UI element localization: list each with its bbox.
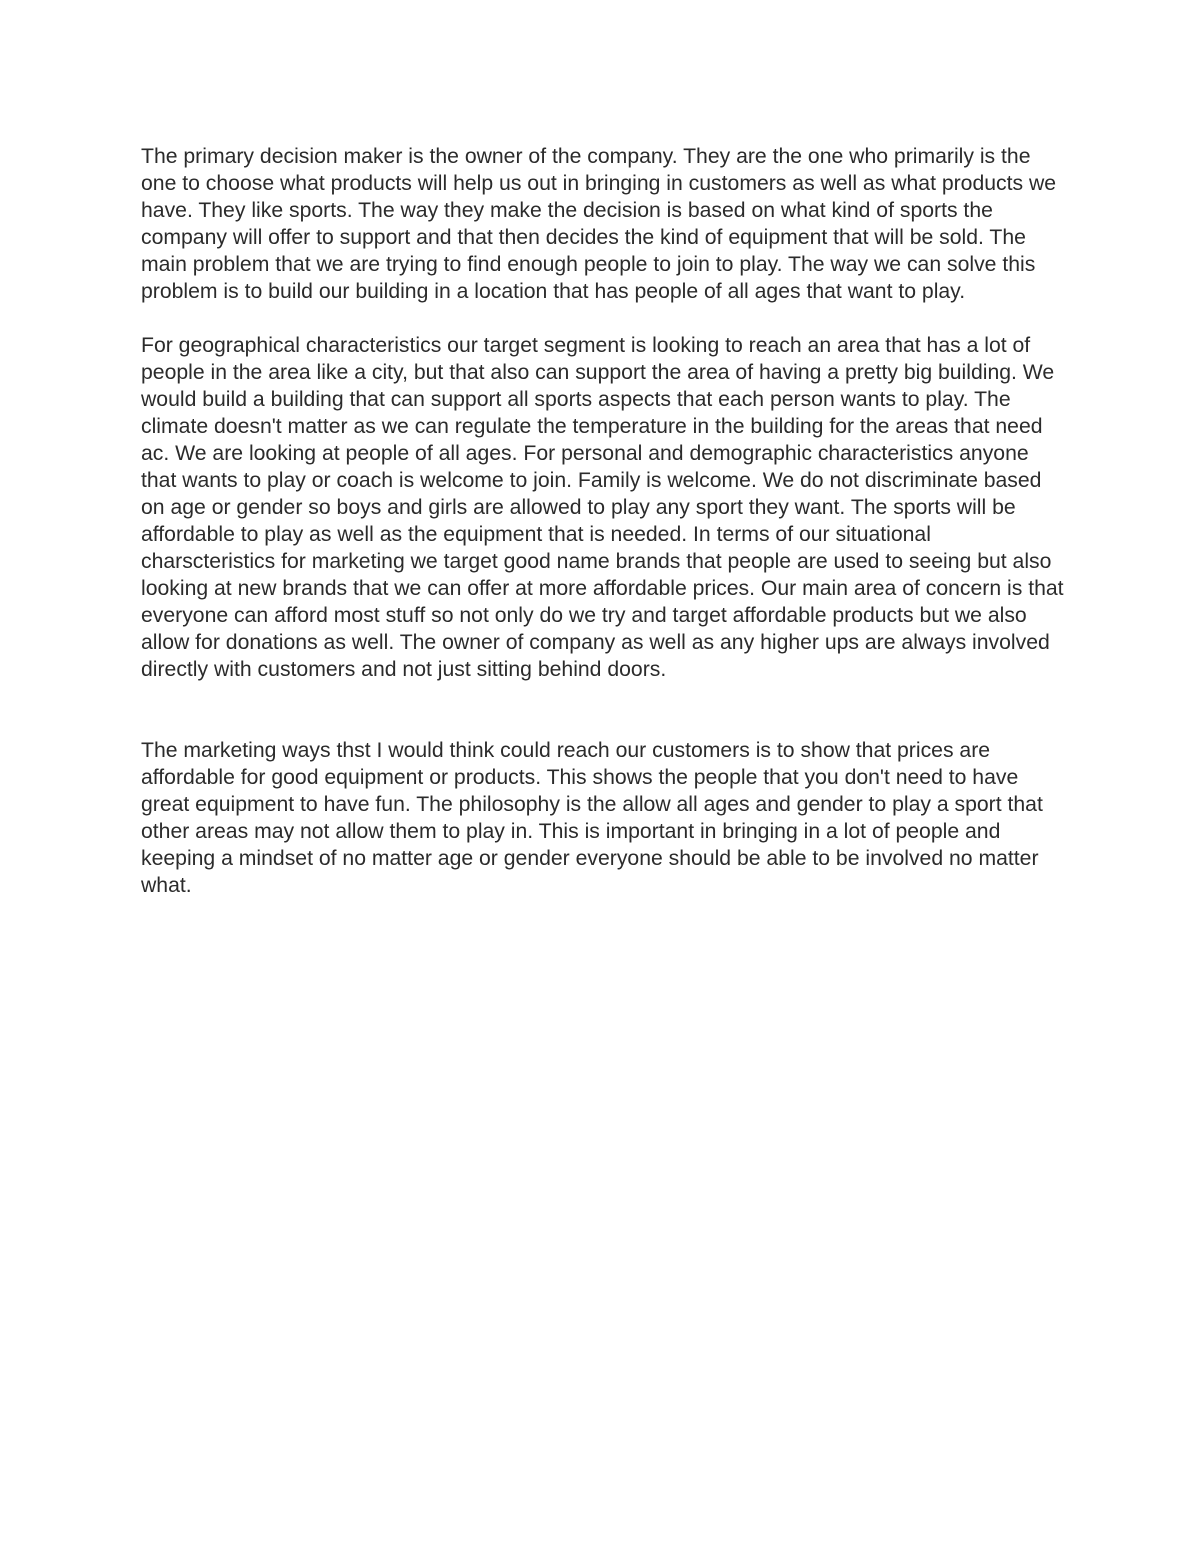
paragraph-decision-maker: The primary decision maker is the owner of the company. They are the one who primarily is the one to choose what products will help us out in bringing in customers as well as what products we have. They like sports. The way they make the decision is based on what kind of sports the company will offer to support and that then decides the kind of equipment that will be sold. The main problem that we are trying to find enough people to join to play. The way we can solve this problem is to build our building in a location that has people of all ages that want to play. (141, 145, 1057, 303)
document-body (141, 143, 1066, 899)
paragraph-target-segment: For geographical characteristics our target segment is looking to reach an area that has a lot of people in the area like a city, but that also can support the area of having a pretty big building. We would build a building that can support all sports aspects that each person wants to play. The climate doesn't matter as we can regulate the temperature in the building for the areas that need ac. We are looking at people of all ages. For personal and demographic characteristics anyone that wants to play or coach is welcome to join. Family is welcome. We do not discriminate based on age or gender so boys and girls are allowed to play any sport they want. The sports will be affordable to play as well as the equipment that is needed. In terms of our situational charscteristics for marketing we target good name brands that people are used to seeing but also looking at new brands that we can offer at more affordable prices. Our main area of concern is that everyone can afford most stuff so not only do we try and target affordable products but we also allow for donations as well. The owner of company as well as any higher ups are always involved directly with customers and not just sitting behind doors. (141, 334, 1064, 681)
paragraph-marketing-ways: The marketing ways thst I would think could reach our customers is to show that prices are affordable for good equipment or products. This shows the people that you don't need to have great equipment to have fun. The philosophy is the allow all ages and gender to play a sport that other areas may not allow them to play in. This is important in bringing in a lot of people and keeping a mindset of no matter age or gender everyone should be able to be involved no matter what. (141, 739, 1043, 897)
